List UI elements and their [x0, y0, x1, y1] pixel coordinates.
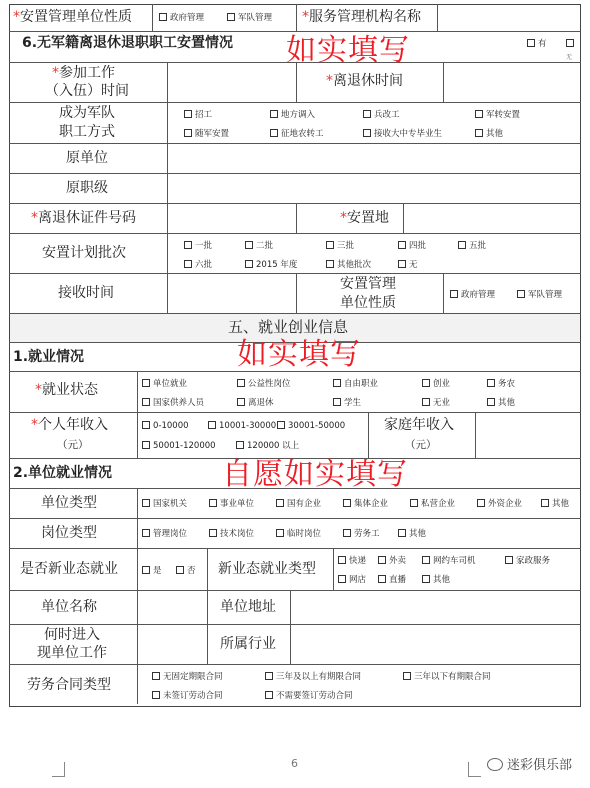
row-divider	[9, 624, 581, 625]
unit-address-label: 单位地址	[220, 599, 276, 615]
join-time-label-2: （入伍）时间	[45, 83, 129, 99]
row-divider	[9, 548, 581, 549]
option-income-3[interactable]: 30001-50000	[277, 421, 345, 431]
section-5-title: 五、就业创业信息	[228, 318, 349, 336]
col-divider	[296, 273, 297, 313]
option-yes[interactable]: 有	[527, 39, 547, 49]
row-divider	[9, 203, 581, 204]
row-divider	[9, 31, 581, 32]
col-divider	[290, 590, 291, 664]
placement-place-label: *安置地	[340, 210, 389, 226]
option-public-post[interactable]: 公益性岗位	[237, 379, 291, 389]
option-graduate[interactable]: 接收大中专毕业生	[363, 129, 442, 139]
contract-type-label: 劳务合同类型	[27, 677, 111, 693]
original-level-label: 原职级	[66, 180, 108, 196]
col-divider	[207, 590, 208, 664]
row-divider	[9, 412, 581, 413]
option-mgmt-post[interactable]: 管理岗位	[142, 529, 187, 539]
page-corner-mark-left	[52, 762, 65, 777]
option-unemployed[interactable]: 无业	[422, 398, 450, 408]
post-type-label: 岗位类型	[41, 525, 97, 541]
option-state-enterprise[interactable]: 国有企业	[276, 499, 321, 509]
option-batch-other[interactable]: 其他批次	[326, 260, 371, 270]
option-tech-post[interactable]: 技术岗位	[209, 529, 254, 539]
option-local-transfer[interactable]: 地方调入	[270, 110, 315, 120]
mgmt-unit-nature-label: *安置管理单位性质	[13, 9, 132, 25]
option-open-ended[interactable]: 无固定期限合同	[152, 672, 223, 682]
option-income-2[interactable]: 10001-30000	[208, 421, 276, 431]
col-divider	[152, 4, 153, 31]
option-under-3yr[interactable]: 三年以下有期限合同	[403, 672, 491, 682]
section-6-title: 6.无军籍离退休退职职工安置情况	[22, 35, 234, 51]
option-gov-mgmt[interactable]: 政府管理	[159, 13, 204, 23]
option-collective-enterprise[interactable]: 集体企业	[343, 499, 388, 509]
option-income-5[interactable]: 120000 以上	[236, 441, 299, 451]
option-gov-organ[interactable]: 国家机关	[142, 499, 187, 509]
option-no-text: 无	[566, 54, 573, 61]
new-form-label: 是否新业态就业	[20, 561, 118, 577]
option-new-form-no[interactable]: 否	[176, 566, 196, 576]
join-method-label-2: 职工方式	[59, 124, 115, 140]
option-gov-mgmt-2[interactable]: 政府管理	[450, 290, 495, 300]
unit-type-label: 单位类型	[41, 495, 97, 511]
page-number: 6	[291, 757, 298, 770]
industry-label: 所属行业	[220, 636, 276, 652]
col-divider	[443, 273, 444, 313]
row-divider	[9, 102, 581, 103]
entry-time-label-2: 现单位工作	[37, 645, 107, 661]
option-temp-post[interactable]: 临时岗位	[276, 529, 321, 539]
option-batch-3[interactable]: 三批	[326, 241, 354, 251]
option-unit-employment[interactable]: 单位就业	[142, 379, 187, 389]
watermark-text: 迷彩俱乐部	[506, 758, 572, 773]
wechat-icon	[487, 758, 503, 771]
row-divider	[9, 273, 581, 274]
annotation-voluntary: 自愿如实填写	[222, 457, 408, 492]
option-land-conversion[interactable]: 征地农转工	[270, 129, 324, 139]
row-divider	[9, 143, 581, 144]
mgmt-nature-label-2: 单位性质	[340, 295, 396, 311]
option-recruit[interactable]: 招工	[184, 110, 212, 120]
option-batch-1[interactable]: 一批	[184, 241, 212, 251]
option-livestream[interactable]: 直播	[378, 575, 406, 585]
option-batch-2015[interactable]: 2015 年度	[245, 260, 297, 270]
option-income-4[interactable]: 50001-120000	[142, 441, 216, 451]
option-housekeeping[interactable]: 家政服务	[505, 556, 550, 566]
page-corner-mark-right	[468, 762, 481, 777]
option-student[interactable]: 学生	[333, 398, 361, 408]
option-other-status[interactable]: 其他	[487, 398, 515, 408]
option-public-institution[interactable]: 事业单位	[209, 499, 254, 509]
option-not-required[interactable]: 不需要签订劳动合同	[265, 691, 353, 701]
col-divider	[167, 62, 168, 313]
col-divider	[137, 488, 138, 704]
option-takeout[interactable]: 外卖	[378, 556, 406, 566]
retire-cert-no-label: *离退休证件号码	[31, 210, 136, 226]
option-batch-5[interactable]: 五批	[458, 241, 486, 251]
col-divider	[137, 371, 138, 458]
employment-title: 1.就业情况	[13, 349, 85, 365]
option-courier[interactable]: 快递	[338, 556, 366, 566]
option-no[interactable]	[566, 39, 577, 49]
option-army-mgmt[interactable]: 军队管理	[227, 13, 272, 23]
option-batch-2[interactable]: 二批	[245, 241, 273, 251]
option-soldier-to-worker[interactable]: 兵改工	[363, 110, 400, 120]
option-farming[interactable]: 务农	[487, 379, 515, 389]
retire-time-label: *离退休时间	[326, 73, 403, 89]
col-divider	[296, 4, 297, 31]
row-divider	[9, 590, 581, 591]
employment-status-label: *就业状态	[35, 382, 98, 398]
service-agency-name-label: *服务管理机构名称	[302, 9, 421, 25]
option-foreign-enterprise[interactable]: 外资企业	[477, 499, 522, 509]
option-spouse-placement[interactable]: 随军安置	[184, 129, 229, 139]
personal-income-label: *个人年收入	[31, 417, 108, 433]
option-other[interactable]: 其他	[475, 129, 503, 139]
option-state-supported[interactable]: 国家供养人员	[142, 398, 204, 408]
col-divider	[403, 203, 404, 233]
family-income-label: 家庭年收入	[384, 417, 454, 433]
col-divider	[437, 4, 438, 31]
annotation-fill-truthfully-2: 如实填写	[237, 337, 361, 372]
join-time-label: *参加工作	[52, 65, 115, 81]
col-divider	[207, 548, 208, 590]
row-divider	[9, 664, 581, 665]
col-divider	[296, 62, 297, 102]
option-other-post[interactable]: 其他	[398, 529, 426, 539]
option-freelance[interactable]: 自由职业	[333, 379, 378, 389]
original-unit-label: 原单位	[66, 150, 108, 166]
option-labor-worker[interactable]: 劳务工	[343, 529, 380, 539]
option-batch-4[interactable]: 四批	[398, 241, 426, 251]
col-divider	[333, 548, 334, 590]
option-online-shop[interactable]: 网店	[338, 575, 366, 585]
mgmt-nature-label: 安置管理	[340, 276, 396, 292]
option-ride-hailing[interactable]: 网约车司机	[422, 556, 476, 566]
option-other-unit[interactable]: 其他	[541, 499, 569, 509]
option-3yr-plus[interactable]: 三年及以上有期限合同	[265, 672, 361, 682]
option-army-transfer[interactable]: 军转安置	[475, 110, 520, 120]
option-startup[interactable]: 创业	[422, 379, 450, 389]
option-income-1[interactable]: 0-10000	[142, 421, 189, 431]
unit-employment-title: 2.单位就业情况	[13, 465, 113, 481]
col-divider	[475, 412, 476, 458]
option-army-mgmt-2[interactable]: 军队管理	[517, 290, 562, 300]
option-batch-6[interactable]: 六批	[184, 260, 212, 270]
option-batch-none[interactable]: 无	[398, 260, 418, 270]
join-method-label: 成为军队	[59, 105, 115, 121]
col-divider	[443, 62, 444, 102]
new-form-type-label: 新业态就业类型	[218, 561, 316, 577]
receive-time-label: 接收时间	[58, 285, 114, 301]
unit-name-label: 单位名称	[41, 599, 97, 615]
option-other-new-form[interactable]: 其他	[422, 575, 450, 585]
entry-time-label: 何时进入	[44, 627, 100, 643]
family-income-unit: （元）	[405, 439, 437, 451]
placement-batch-label: 安置计划批次	[42, 245, 126, 261]
option-no-contract[interactable]: 未签订劳动合同	[152, 691, 223, 701]
option-new-form-yes[interactable]: 是	[142, 566, 162, 576]
annotation-fill-truthfully: 如实填写	[286, 33, 410, 68]
row-divider	[9, 173, 581, 174]
watermark	[487, 754, 572, 773]
col-divider	[296, 203, 297, 233]
option-retired[interactable]: 离退休	[237, 398, 274, 408]
option-private-enterprise[interactable]: 私营企业	[410, 499, 455, 509]
row-divider	[9, 233, 581, 234]
row-divider	[9, 313, 581, 314]
personal-income-unit: （元）	[57, 439, 89, 451]
col-divider	[368, 412, 369, 458]
row-divider	[9, 518, 581, 519]
